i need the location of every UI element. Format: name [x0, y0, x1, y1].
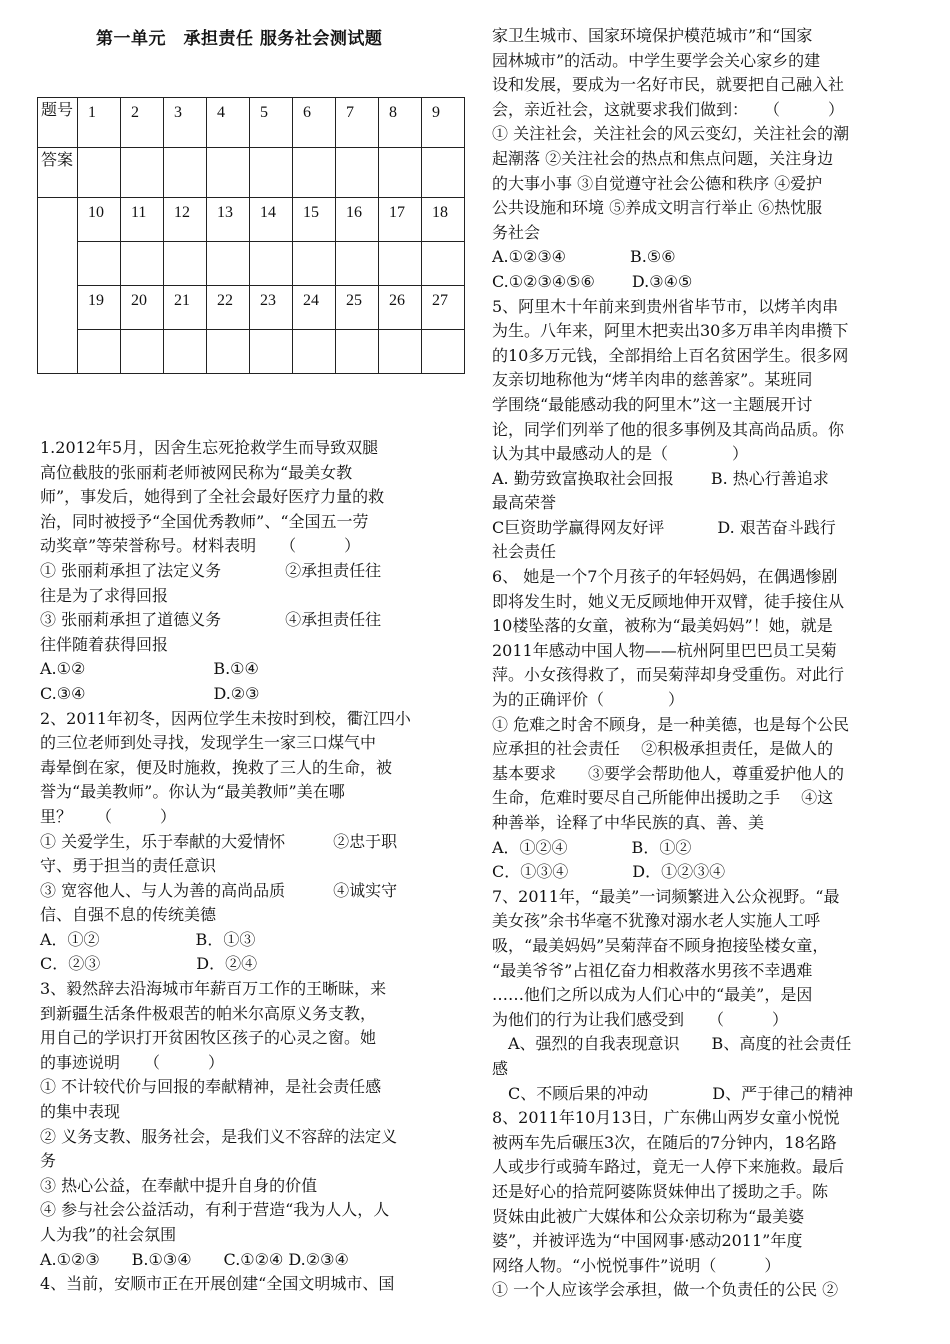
- answer-cell[interactable]: [121, 242, 164, 286]
- text-line: 动奖章”等荣誉称号。材料表明 （ ）: [40, 536, 361, 556]
- text-line: 婆”，并被评选为“中国网事·感动2011”年度: [492, 1231, 803, 1251]
- question-number-cell: 16: [336, 198, 379, 242]
- question-number-cell: 25: [336, 286, 379, 330]
- text-line: A.①② B.①④: [40, 659, 259, 679]
- text-line: 的三位老师到处寻找，发现学生一家三口煤气中: [40, 733, 377, 753]
- question-number-cell: 26: [379, 286, 422, 330]
- text-line: 为的正确评价（ ）: [492, 690, 685, 710]
- text-line: C.①②③④⑤⑥ D.③④⑤: [492, 271, 693, 291]
- text-line: ① 一个人应该学会承担，做一个负责任的公民 ②: [492, 1280, 839, 1300]
- text-line: 到新疆生活条件极艰苦的帕米尔高原义务支教，: [40, 1003, 377, 1023]
- answer-cell[interactable]: [422, 330, 465, 374]
- text-line: 认为其中最感动人的是（ ）: [492, 444, 749, 464]
- text-line: 务: [40, 1151, 57, 1171]
- text-line: 8、2011年10月13日，广东佛山两岁女童小悦悦: [492, 1108, 840, 1128]
- answer-cell[interactable]: [207, 148, 250, 198]
- text-line: 的集中表现: [40, 1102, 121, 1122]
- text-line: 信、自强不息的传统美德: [40, 905, 217, 925]
- answer-cell[interactable]: [250, 330, 293, 374]
- text-line: ③ 宽容他人、与人为善的高尚品质 ④诚实守: [40, 880, 398, 900]
- text-line: C．①③④ D．①②③④: [492, 862, 726, 882]
- text-line: 往是为了求得回报: [40, 585, 169, 605]
- text-line: 毒晕倒在家，便及时施救，挽救了三人的生命，被: [40, 757, 393, 777]
- text-line: 的大事小事 ③自觉遵守社会公德和秩序 ④爱护: [492, 173, 823, 193]
- text-line: 2011年感动中国人物——杭州阿里巴巴员工吴菊: [492, 640, 837, 660]
- text-line: 的10多万元钱，全部捐给上百名贫困学生。很多网: [492, 345, 849, 365]
- text-line: 4、当前，安顺市正在开展创建“全国文明城市、国: [40, 1274, 395, 1294]
- text-line: A.①②③④ B.⑤⑥: [492, 247, 676, 267]
- right-question-text: [492, 24, 910, 1303]
- text-line: ① 关爱学生，乐于奉献的大爱情怀 ②忠于职: [40, 831, 398, 851]
- text-line: 论，同学们列举了他的很多事例及其高尚品质。你: [492, 419, 845, 439]
- question-number-cell: 24: [293, 286, 336, 330]
- question-number-cell: 12: [164, 198, 207, 242]
- answer-cell[interactable]: [379, 330, 422, 374]
- question-number-cell: 20: [121, 286, 164, 330]
- text-line: 萍。小女孩得救了，而吴菊萍却身受重伤。对此行: [492, 665, 845, 685]
- text-line: 人或步行或骑车路过，竟无一人停下来施救。最后: [492, 1157, 845, 1177]
- text-line: ……他们之所以成为人们心中的“最美”，是因: [492, 985, 813, 1005]
- question-number-cell: 6: [293, 98, 336, 148]
- question-number-cell: 3: [164, 98, 207, 148]
- question-number-cell: 17: [379, 198, 422, 242]
- question-number-cell: 23: [250, 286, 293, 330]
- text-line: 学围绕“最能感动我的阿里木”这一主题展开讨: [492, 394, 813, 414]
- text-line: 园林城市”的活动。中学生要学会关心家乡的建: [492, 50, 821, 70]
- text-line: A. 勤劳致富换取社会回报 B. 热心行善追求: [492, 468, 829, 488]
- text-line: 高位截肢的张丽莉老师被网民称为“最美女教: [40, 462, 353, 482]
- text-line: 种善举，诠释了中华民族的真、善、美: [492, 813, 765, 832]
- text-line: ① 危难之时舍不顾身，是一种美德，也是每个公民: [492, 714, 850, 734]
- answer-label: 答案: [38, 148, 78, 198]
- question-number-cell: 7: [336, 98, 379, 148]
- text-line: 务社会: [492, 222, 541, 242]
- answer-cell[interactable]: [207, 330, 250, 374]
- text-line: 7、2011年，“最美”一词频繁进入公众视野。“最: [492, 886, 840, 906]
- answer-cell[interactable]: [336, 330, 379, 374]
- question-number-cell: 4: [207, 98, 250, 148]
- answer-cell[interactable]: [336, 148, 379, 198]
- answer-cell[interactable]: [336, 242, 379, 286]
- question-number-cell: 2: [121, 98, 164, 148]
- text-line: 生命，危难时要尽自己所能伸出援助之手 ④这: [492, 788, 834, 808]
- question-number-cell: 18: [422, 198, 465, 242]
- text-line: 会，亲近社会，这就要求我们做到： （ ）: [492, 99, 845, 119]
- text-line: 美女孩”余书华毫不犹豫对溺水老人实施人工呼: [492, 911, 821, 931]
- text-line: 守、勇于担当的责任意识: [40, 856, 217, 876]
- answer-cell[interactable]: [121, 330, 164, 374]
- text-line: C.③④ D.②③: [40, 683, 260, 703]
- text-line: ② 义务支教、服务社会，是我们义不容辞的法定义: [40, 1126, 398, 1146]
- answer-table: [37, 97, 465, 374]
- page-title: 第一单元 承担责任 服务社会测试题: [96, 29, 383, 49]
- text-line: C、不顾后果的冲动 D、严于律己的精神: [492, 1083, 854, 1103]
- question-number-cell: 27: [422, 286, 465, 330]
- answer-cell[interactable]: [164, 330, 207, 374]
- question-number-cell: 14: [250, 198, 293, 242]
- answer-cell[interactable]: [78, 330, 121, 374]
- text-line: 公共设施和环境 ⑤养成文明言行举止 ⑥热忱服: [492, 198, 823, 218]
- text-line: 1.2012年5月，因舍生忘死抢救学生而导致双腿: [40, 438, 379, 457]
- text-line: 最高荣誉: [492, 493, 557, 513]
- text-line: ④ 参与社会公益活动，有利于营造“我为人人，人: [40, 1200, 390, 1220]
- answer-cell[interactable]: [207, 242, 250, 286]
- text-line: A.①②③ B.①③④ C.①②④ D.②③④: [40, 1249, 349, 1269]
- text-line: 的事迹说明 （ ）: [40, 1052, 225, 1072]
- text-line: ① 张丽莉承担了法定义务 ②承担责任往: [40, 560, 382, 580]
- text-line: C．②③ D．②④: [40, 954, 258, 974]
- text-line: ③ 张丽莉承担了道德义务 ④承担责任往: [40, 610, 382, 630]
- question-number-cell: 9: [422, 98, 465, 148]
- text-line: 家卫生城市、国家环境保护模范城市”和“国家: [492, 26, 813, 45]
- text-line: 社会责任: [492, 542, 557, 562]
- text-line: 应承担的社会责任 ②积极承担责任，是做人的: [492, 739, 834, 759]
- question-number-cell: 21: [164, 286, 207, 330]
- text-line: 3、毅然辞去沿海城市年薪百万工作的王晰昧，来: [40, 979, 387, 999]
- question-number-cell: 19: [78, 286, 121, 330]
- question-number-cell: 11: [121, 198, 164, 242]
- text-line: 10楼坠落的女童，被称为“最美妈妈”！她，就是: [492, 616, 833, 636]
- text-line: 用自己的学识打开贫困牧区孩子的心灵之窗。她: [40, 1028, 377, 1048]
- left-question-text: [40, 436, 460, 1297]
- answer-cell[interactable]: [164, 242, 207, 286]
- text-line: 基本要求 ③要学会帮助他人，尊重爱护他人的: [492, 763, 845, 783]
- text-line: C巨资助学赢得网友好评 D. 艰苦奋斗践行: [492, 517, 836, 537]
- text-line: 吸，“最美妈妈”吴菊萍奋不顾身抱接坠楼女童，: [492, 935, 829, 955]
- answer-cell[interactable]: [121, 148, 164, 198]
- text-line: A、强烈的自我表现意识 B、高度的社会责任: [492, 1034, 852, 1054]
- question-number-cell: 5: [250, 98, 293, 148]
- answer-cell[interactable]: [164, 148, 207, 198]
- answer-cell[interactable]: [379, 148, 422, 198]
- text-line: ① 不计较代价与回报的奉献精神，是社会责任感: [40, 1077, 382, 1097]
- answer-cell[interactable]: [250, 148, 293, 198]
- text-line: ③ 热心公益，在奉献中提升自身的价值: [40, 1175, 318, 1195]
- answer-cell[interactable]: [293, 148, 336, 198]
- text-line: 设和发展，要成为一名好市民，就要把自己融入社: [492, 75, 845, 95]
- blank-label-cell: [38, 198, 78, 374]
- text-line: 人为我”的社会氛围: [40, 1225, 177, 1244]
- text-line: 即将发生时，她义无反顾地伸开双臂，徒手接住从: [492, 591, 845, 611]
- text-line: 往伴随着获得回报: [40, 634, 169, 654]
- answer-cell[interactable]: [422, 242, 465, 286]
- text-line: 为他们的行为让我们感受到 （ ）: [492, 1009, 789, 1029]
- answer-cell[interactable]: [78, 242, 121, 286]
- text-line: 6、 她是一个7个月孩子的年轻妈妈，在偶遇惨剧: [492, 567, 838, 587]
- question-number-cell: 22: [207, 286, 250, 330]
- question-number-label: 题号: [38, 98, 78, 148]
- answer-cell[interactable]: [78, 148, 121, 198]
- text-line: 治，同时被授予“全国优秀教师”、“全国五一劳: [40, 511, 369, 531]
- text-line: 还是好心的拾荒阿婆陈贤妹伸出了援助之手。陈: [492, 1181, 829, 1201]
- text-line: ① 关注社会，关注社会的风云变幻，关注社会的潮: [492, 124, 850, 144]
- answer-cell[interactable]: [250, 242, 293, 286]
- answer-cell[interactable]: [293, 242, 336, 286]
- answer-cell[interactable]: [379, 242, 422, 286]
- text-line: 友亲切地称他为“烤羊肉串的慈善家”。某班同: [492, 370, 813, 390]
- text-line: “最美爷爷”占祖亿奋力相救落水男孩不幸遇难: [492, 960, 813, 980]
- question-number-cell: 13: [207, 198, 250, 242]
- text-line: 网络人物。“小悦悦事件”说明（ ）: [492, 1255, 781, 1275]
- text-line: 2、2011年初冬，因两位学生未按时到校，衢江四小: [40, 708, 411, 728]
- text-line: 5、阿里木十年前来到贵州省毕节市，以烤羊肉串: [492, 296, 839, 316]
- question-number-cell: 10: [78, 198, 121, 242]
- text-line: A．①②④ B．①②: [492, 837, 692, 857]
- answer-cell[interactable]: [422, 148, 465, 198]
- question-number-cell: 15: [293, 198, 336, 242]
- text-line: 感: [492, 1058, 509, 1078]
- text-line: 被两车先后碾压3次，在随后的7分钟内，18名路: [492, 1132, 837, 1152]
- text-line: 师”，事发后，她得到了全社会最好医疗力量的救: [40, 487, 385, 507]
- text-line: 誉为“最美教师”。你认为“最美教师”美在哪: [40, 782, 345, 802]
- text-line: 起潮落 ②关注社会的热点和焦点问题，关注身边: [492, 148, 834, 168]
- question-number-cell: 1: [78, 98, 121, 148]
- text-line: A．①② B．①③: [40, 929, 256, 949]
- text-line: 里？ （ ）: [40, 806, 177, 826]
- answer-cell[interactable]: [293, 330, 336, 374]
- text-line: 贤妹由此被广大媒体和公众亲切称为“最美婆: [492, 1206, 805, 1226]
- text-line: 为生。八年来，阿里木把卖出30多万串羊肉串攒下: [492, 321, 849, 341]
- question-number-cell: 8: [379, 98, 422, 148]
